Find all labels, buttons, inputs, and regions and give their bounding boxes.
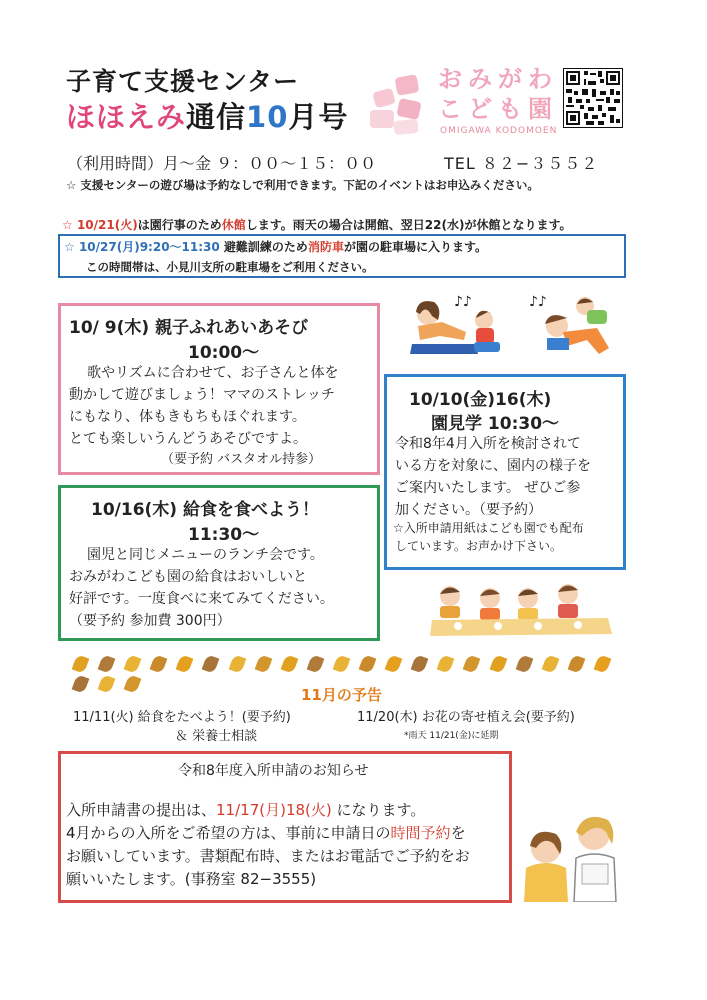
application-reservation: 時間予約 — [390, 824, 451, 842]
closure-text-a: は園行事のため — [137, 218, 222, 232]
newsletter-title — [66, 95, 348, 136]
leaf-icon — [254, 654, 272, 673]
event-card-parent-child-play — [58, 303, 380, 475]
closure-date: 10/21(火) — [76, 218, 138, 232]
november-rain-note: *雨天 11/21(金)に延期 — [404, 731, 499, 741]
staff-consultation-illustration — [516, 808, 624, 902]
application-title: 令和8年度入所申請のお知らせ — [178, 763, 369, 779]
event-title: 10/16(木) 給食を食べよう！ — [91, 500, 319, 520]
playroom-note: ☆ 支援センターの遊び場は予約なしで利用できます。下記のイベントはお申込みください。 — [66, 178, 539, 192]
star-icon: ☆ — [64, 240, 75, 254]
fire-truck-word: 消防車 — [307, 240, 344, 254]
november-event-lunch: 11/11(火) 給食をたべよう！(要予約) — [73, 710, 291, 725]
application-line1 — [66, 799, 506, 822]
parent-child-stretch-illustration — [404, 292, 510, 364]
children-eating-illustration — [428, 578, 616, 642]
newsletter-title-month: 月号 — [288, 100, 349, 134]
application-body — [66, 799, 506, 891]
leaf-icon — [359, 654, 377, 673]
telephone: TEL ８２−３５５２ — [444, 154, 599, 173]
leaf-icon — [489, 654, 507, 673]
leaf-icon — [72, 674, 90, 693]
closure-alt-date: 翌日22(水) — [400, 218, 465, 232]
logo-name — [438, 64, 558, 124]
evacuation-text-a: 避難訓練のため — [219, 240, 308, 254]
application-line1-b: になります。 — [331, 801, 426, 819]
event-body-line: おみがわこども園の給食はおいしいと — [69, 569, 307, 585]
leaf-icon — [306, 654, 324, 673]
newsletter-title-number: 10 — [246, 100, 289, 134]
event-title: 10/ 9(木) 親子ふれあいあそび — [69, 318, 309, 338]
event-subtitle: 園見学 10:30〜 — [431, 414, 560, 434]
leaf-icon — [515, 654, 533, 673]
leaf-icon — [280, 654, 298, 673]
leaf-icon — [333, 654, 351, 673]
event-body-line: 令和8年4月入所を検討されて — [395, 436, 581, 452]
leaf-icon — [124, 674, 142, 693]
event-body-line: 加ください。（要予約） — [395, 502, 542, 518]
event-card-lunch — [58, 485, 380, 641]
leaf-icon — [463, 654, 481, 673]
star-icon: ☆ — [62, 218, 73, 232]
logo-name-line1: おみがわ — [438, 65, 558, 93]
event-card-school-tour — [384, 374, 626, 570]
leaf-icon — [228, 654, 246, 673]
logo-name-line2: こども園 — [438, 95, 558, 123]
leaf-icon — [594, 654, 612, 673]
november-preview-title: 11月の予告 — [301, 686, 382, 704]
evacuation-text-b: が園の駐車場に入ります。 — [343, 240, 487, 254]
leaf-icon — [541, 654, 559, 673]
application-line2-b: を — [450, 824, 466, 842]
leaf-icon — [176, 654, 194, 673]
event-body-line: とても楽しいうんどうあそびですよ。 — [69, 431, 307, 447]
event-note: （要予約 バスタオル持参） — [161, 452, 322, 467]
november-event-flowers: 11/20(木) お花の寄せ植え会(要予約) — [357, 710, 575, 725]
event-note-line: ☆入所申請用紙はこども園でも配布 — [393, 521, 584, 535]
logo-mark-icon — [364, 70, 430, 140]
event-time: 10:00〜 — [188, 343, 260, 363]
november-event-nutrition: ＆ 栄養士相談 — [175, 729, 258, 744]
application-line2-a: 4月からの入所をご希望の方は、事前に申請日の — [66, 824, 391, 842]
application-dates: 11/17(月)18(火) — [216, 801, 332, 819]
leaf-icon — [124, 654, 142, 673]
center-title: 子育て支援センター — [66, 67, 300, 96]
evacuation-line1 — [64, 238, 487, 255]
leaf-icon — [150, 654, 168, 673]
leaf-icon — [437, 654, 455, 673]
leaf-icon — [385, 654, 403, 673]
application-line2 — [66, 822, 506, 845]
closure-text-c: が休館となります。 — [464, 218, 572, 232]
closure-notice — [62, 216, 572, 233]
event-body-line: （要予約 参加費 300円） — [69, 613, 231, 629]
leaf-icon — [98, 654, 116, 673]
newsletter-title-pink: ほほえみ — [66, 100, 187, 134]
leaf-icon — [202, 654, 220, 673]
leaf-icon — [567, 654, 585, 673]
parent-child-play-illustration — [527, 292, 623, 360]
svg-text:♪♪: ♪♪ — [529, 294, 547, 310]
event-body-line: ご案内いたします。 ぜひご参 — [395, 480, 581, 496]
event-body-line: 動かして遊びましょう！ママのストレッチ — [69, 387, 335, 403]
newsletter-title-mid: 通信 — [186, 100, 247, 134]
evacuation-date: 10/27(月)9:20〜11:30 — [78, 240, 220, 254]
application-line4: 願いいたします。(事務室 82−3555) — [66, 870, 317, 888]
application-line1-a: 入所申請書の提出は、 — [66, 801, 217, 819]
event-time: 11:30〜 — [188, 525, 260, 545]
event-body-line: 好評です。一度食べに来てみてください。 — [69, 591, 334, 607]
leaf-icon — [98, 674, 116, 693]
closure-text-b: します。雨天の場合は開館、 — [245, 218, 401, 232]
svg-text:♪♪: ♪♪ — [454, 294, 472, 310]
event-note-line: しています。お声かけ下さい。 — [395, 539, 563, 553]
logo-romaji: OMIGAWA KODOMOEN — [440, 126, 558, 136]
application-line3: お願いしています。書類配布時、またはお電話でご予約をお — [66, 847, 470, 865]
closure-word: 休館 — [221, 218, 246, 232]
event-body-line: 園児と同じメニューのランチ会です。 — [87, 547, 324, 563]
evacuation-line2: この時間帯は、小見川支所の駐車場をご利用ください。 — [86, 260, 374, 274]
qr-code[interactable] — [563, 68, 623, 128]
leaf-divider — [70, 656, 630, 678]
event-body-line: 歌やリズムに合わせて、お子さんと体を — [87, 365, 339, 381]
event-body-line: にもなり、体もきもちもほぐれます。 — [69, 409, 306, 425]
opening-hours: （利用時間）月〜金 ９：００〜１５：００ — [67, 154, 377, 173]
leaf-icon — [72, 654, 90, 673]
event-body-line: いる方を対象に、園内の様子を — [395, 458, 591, 474]
leaf-icon — [411, 654, 429, 673]
event-title: 10/10(金)16(木) — [409, 390, 552, 410]
